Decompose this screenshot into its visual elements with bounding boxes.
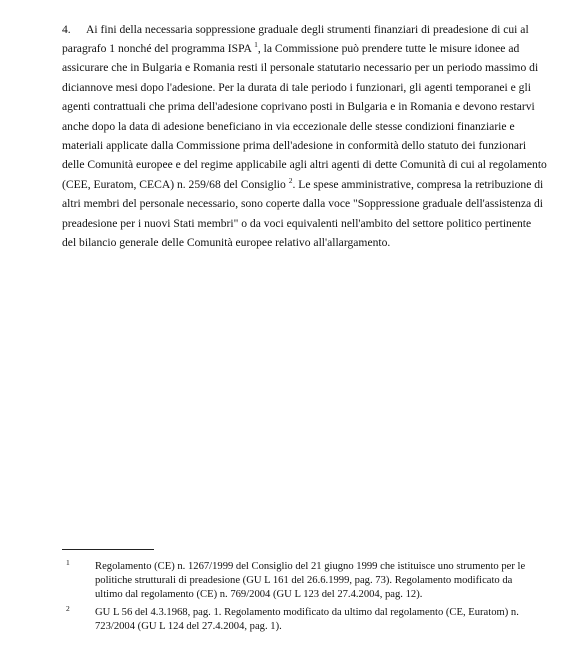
paragraph-number: 4. (62, 22, 71, 36)
paragraph-text-part-2: , la Commissione può prendere tutte le misure idonee ad assicurare che in Bulgaria e Romania resti il personale statutario necessario per un periodo massimo di diciannove mesi dopo l'adesione. Per la durata di tale periodo i funzionari, gli agenti temporanei e gli agenti contrattuali che prima dell'adesione coprivano posti in Bulgaria e in Romania e devono restarvi anche dopo la data di adesione beneficiano in via eccezionale delle stesse condizioni finanziarie e materiali applicate dalla Commissione prima dell'adesione in conformità dello statuto dei funzionari delle Comunità europee e del regime applicabile agli altri agenti di dette Comunità di cui al regolamento (CEE, Euratom, CECA) n. 259/68 del Consiglio (62, 42, 547, 191)
footnotes (62, 560, 542, 634)
footnote-text-1: Regolamento (CE) n. 1267/1999 del Consiglio del 21 giugno 1999 che istituisce uno strumento per le politiche strutturali di preadesione (GU L 161 del 26.6.1999, pag. 73). Regolamento modificato da ultimo dal regolamento (CE) n. 769/2004 (GU L 123 del 27.4.2004, pag. 12). (95, 561, 526, 601)
footnote-mark-1: 1 (66, 558, 70, 567)
footnote-1 (62, 560, 542, 603)
paragraph-text-part-1: Ai fini della necessaria soppressione graduale degli strumenti finanziari di preadesione di cui al paragrafo 1 nonché del programma ISPA (62, 22, 529, 55)
paragraph-text-part-3: . Le spese amministrative, compresa la retribuzione di altri membri del personale necessario, sono coperte dalla voce "Soppressione graduale dell'assistenza di preadesione per i nuovi Stati membri" o da voci equivalenti nell'ambito del settore politico pertinente del bilancio generale delle Comunità europee relativo all'allargamento. (62, 177, 544, 250)
paragraph-4 (62, 20, 548, 253)
footnote-mark-2: 2 (66, 603, 70, 613)
footnote-ref-1[interactable]: 1 (254, 40, 258, 49)
footnote-separator (62, 549, 154, 550)
footnote-text-2: GU L 56 del 4.3.1968, pag. 1. Regolamento modificato da ultimo dal regolamento (CE, Euratom) n. 723/2004 (GU L 124 del 27.4.2004, pag. 1). (95, 606, 519, 632)
footnote-ref-2[interactable]: 2 (288, 175, 293, 185)
footnote-2 (62, 603, 542, 634)
